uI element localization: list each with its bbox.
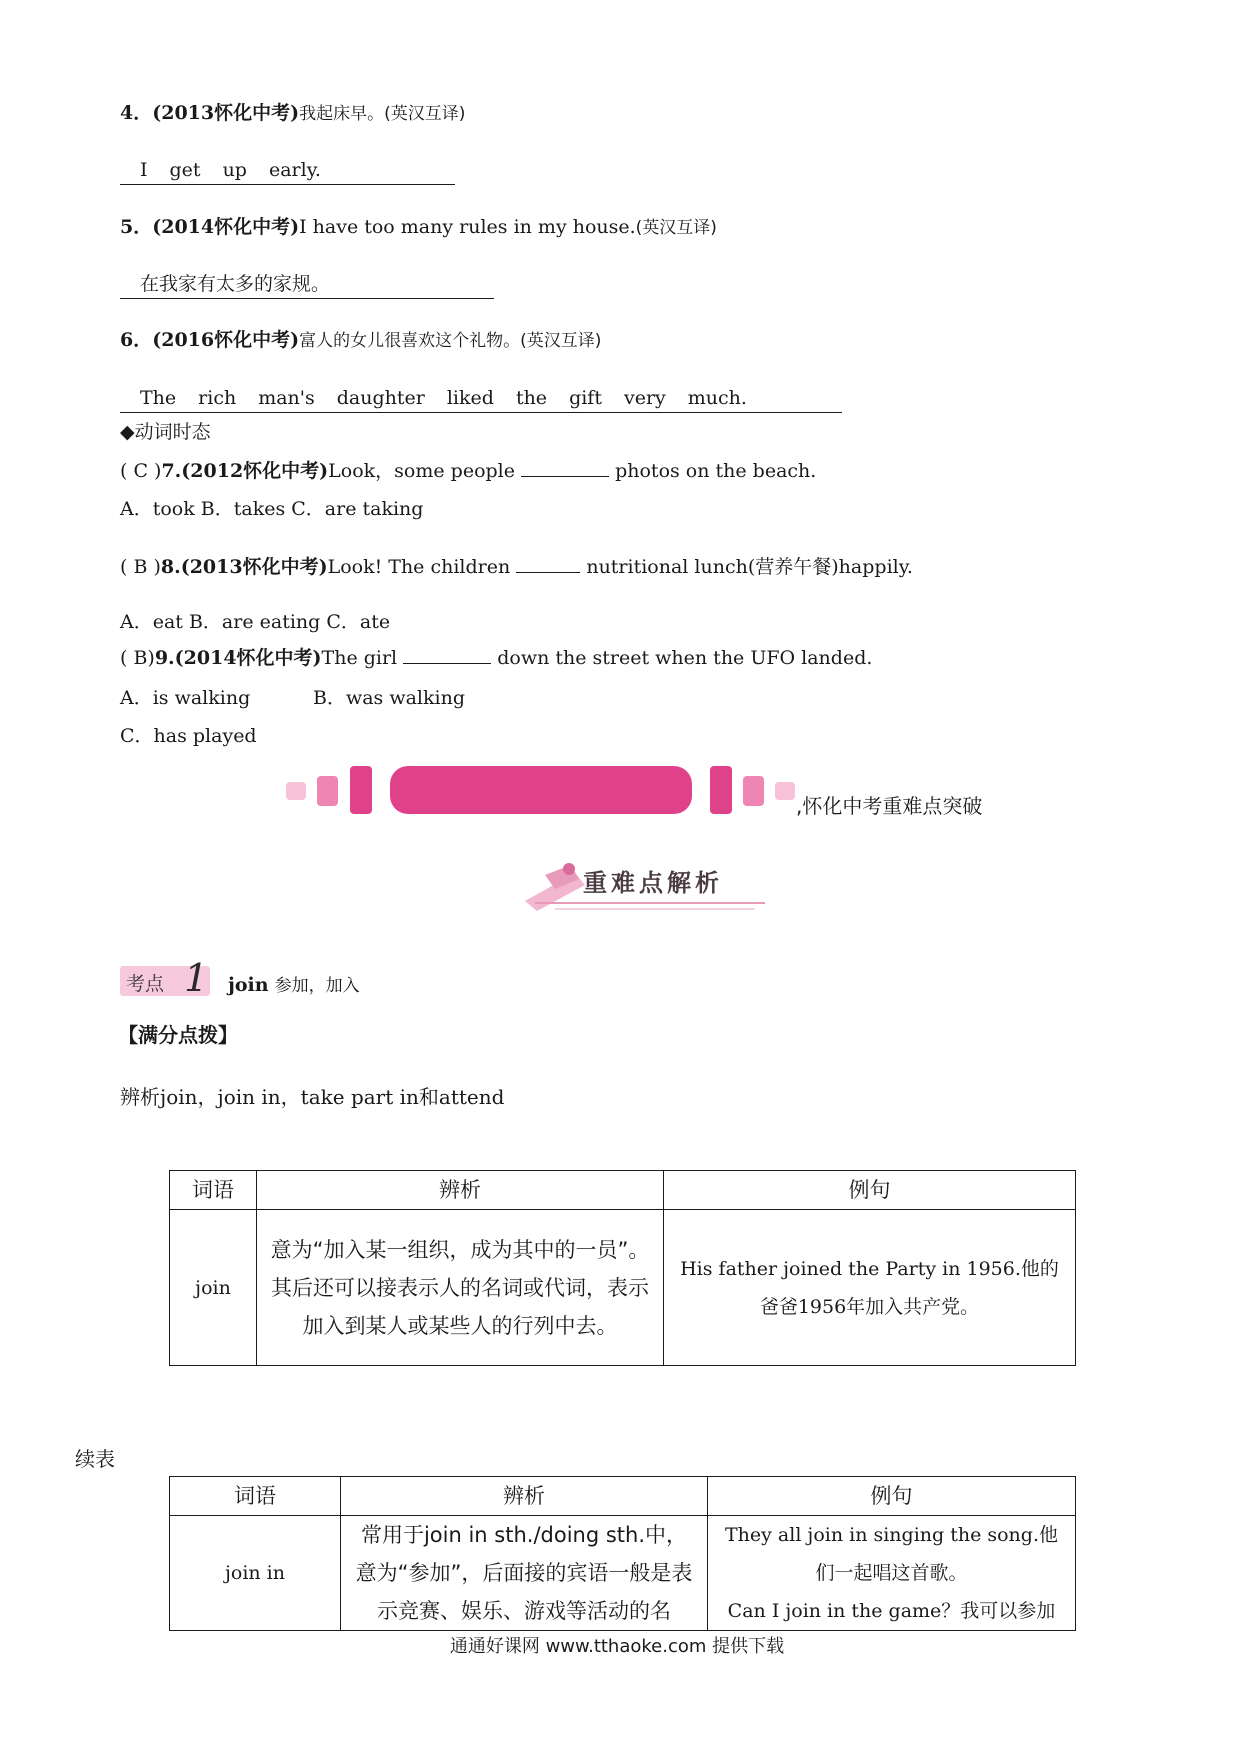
- question-number: 5．: [120, 216, 153, 238]
- answer-key: ( B ): [120, 556, 161, 578]
- question-text-a: The girl: [321, 647, 398, 669]
- kaodian-number: 1: [184, 956, 209, 1000]
- answer-word: early.: [268, 159, 321, 181]
- tip-text: 辨析join，join in，take part in和attend: [120, 1085, 505, 1109]
- options-7: A．took B．takes C．are taking: [120, 498, 424, 520]
- answer-word: I: [140, 159, 148, 181]
- banner-text: ,怀化中考重难点突破: [796, 794, 983, 818]
- banner-bar: [390, 766, 692, 814]
- section-logo: [515, 855, 770, 917]
- cell-word: join: [170, 1210, 257, 1366]
- question-text-b: down the street when the UFO landed.: [497, 647, 873, 669]
- question-source: (2014怀化中考): [174, 647, 322, 669]
- table-row: [170, 1516, 1076, 1631]
- answer-text: 在我家有太多的家规。: [140, 273, 331, 295]
- question-text: 我起床早。: [299, 104, 385, 124]
- question-number: 8.: [160, 556, 181, 578]
- logo-text: 重难点解析: [583, 868, 723, 897]
- question-source: (2013怀化中考): [180, 556, 328, 578]
- continued-label: 续表: [75, 1447, 115, 1471]
- answer-word: the: [515, 387, 548, 409]
- answer-word: The: [140, 387, 177, 409]
- question-text: 富人的女儿很喜欢这个礼物。: [299, 331, 521, 351]
- option-c-9: C．has played: [120, 725, 257, 747]
- question-5: [120, 215, 717, 240]
- question-type: (英汉互译): [520, 331, 602, 351]
- table-row: [170, 1210, 1076, 1366]
- table-header-row: [170, 1171, 1076, 1210]
- kaodian-title: [228, 973, 360, 998]
- header-word: 词语: [170, 1171, 257, 1210]
- answer-4: [120, 158, 455, 185]
- answer-word: rich: [198, 387, 237, 409]
- cell-analysis: 意为“加入某一组织，成为其中的一员”。其后还可以接表示人的名词或代词，表示加入到某人或某些人的行列中去。: [257, 1210, 664, 1366]
- answer-key: ( B): [120, 647, 155, 669]
- question-text-b: photos on the beach.: [615, 460, 817, 482]
- comparison-table-1: [169, 1170, 1076, 1366]
- question-6: [120, 328, 601, 353]
- answer-key: ( C ): [120, 460, 162, 482]
- question-text: I have too many rules in my house.: [299, 216, 636, 238]
- option-b-9: B．was walking: [313, 687, 466, 709]
- answer-word: get: [169, 159, 201, 181]
- question-4: [120, 101, 465, 126]
- example-sentence-2: Can I join in the game？我可以参加: [727, 1600, 1056, 1622]
- answer-blank: [403, 645, 491, 664]
- banner-square: [743, 776, 764, 806]
- kaodian-badge: [120, 956, 210, 1000]
- question-number: 4．: [120, 102, 153, 124]
- cell-example: His father joined the Party in 1956.他的爸爸1956年加入共产党。: [664, 1210, 1076, 1366]
- example-sentence-1: They all join in singing the song.他们一起唱这首歌。: [724, 1524, 1058, 1584]
- kaodian-meaning: 参加，加入: [274, 976, 360, 996]
- banner-square: [710, 766, 732, 814]
- answer-word: gift: [569, 387, 602, 409]
- answer-blank: [516, 554, 580, 573]
- header-analysis: 辨析: [257, 1171, 664, 1210]
- answer-word: daughter: [336, 387, 425, 409]
- banner-square: [350, 766, 372, 814]
- banner-square: [317, 776, 338, 806]
- answer-blank: [521, 458, 609, 477]
- cell-example: [708, 1516, 1076, 1631]
- kaodian-label: 考点: [126, 973, 165, 995]
- question-source: (2014怀化中考): [152, 216, 300, 238]
- header-word: 词语: [170, 1477, 341, 1516]
- kaodian-word: join: [228, 974, 269, 996]
- banner-square: [286, 782, 306, 800]
- question-source: (2012怀化中考): [181, 460, 329, 482]
- question-text-a: Look! The children: [327, 556, 511, 578]
- section-heading-tense: ◆动词时态: [120, 421, 211, 443]
- answer-6: [120, 386, 842, 413]
- answer-word: man's: [258, 387, 315, 409]
- question-number: 6．: [120, 329, 153, 351]
- option-a-9: A．is walking: [120, 687, 251, 709]
- question-9: [120, 645, 872, 670]
- table-header-row: [170, 1477, 1076, 1516]
- answer-word: very: [623, 387, 666, 409]
- answer-5: [120, 272, 494, 299]
- footer-text: 通通好课网 www.tthaoke.com 提供下载: [449, 1636, 785, 1657]
- cell-analysis: 常用于join in sth./doing sth.中，意为“参加”，后面接的宾语一般是表示竞赛、娱乐、游戏等活动的名: [341, 1516, 708, 1631]
- banner-square: [775, 782, 795, 800]
- question-number: 7.: [161, 460, 182, 482]
- question-number: 9.: [154, 647, 175, 669]
- question-source: (2016怀化中考): [152, 329, 300, 351]
- tip-title: 【满分点拨】: [118, 1023, 238, 1047]
- question-type: (英汉互译): [635, 218, 717, 238]
- question-text-b: nutritional lunch(营养午餐)happily.: [586, 556, 913, 578]
- comparison-table-2: [169, 1476, 1076, 1631]
- question-source: (2013怀化中考): [152, 102, 300, 124]
- answer-word: up: [222, 159, 247, 181]
- question-7: [120, 458, 816, 483]
- options-8: A．eat B．are eating C．ate: [120, 611, 391, 633]
- header-analysis: 辨析: [341, 1477, 708, 1516]
- answer-word: much.: [687, 387, 747, 409]
- question-8: [120, 554, 913, 579]
- cell-word: join in: [170, 1516, 341, 1631]
- question-text-a: Look，some people: [328, 460, 515, 482]
- question-type: (英汉互译): [384, 104, 466, 124]
- header-example: 例句: [664, 1171, 1076, 1210]
- header-example: 例句: [708, 1477, 1076, 1516]
- answer-word: liked: [446, 387, 494, 409]
